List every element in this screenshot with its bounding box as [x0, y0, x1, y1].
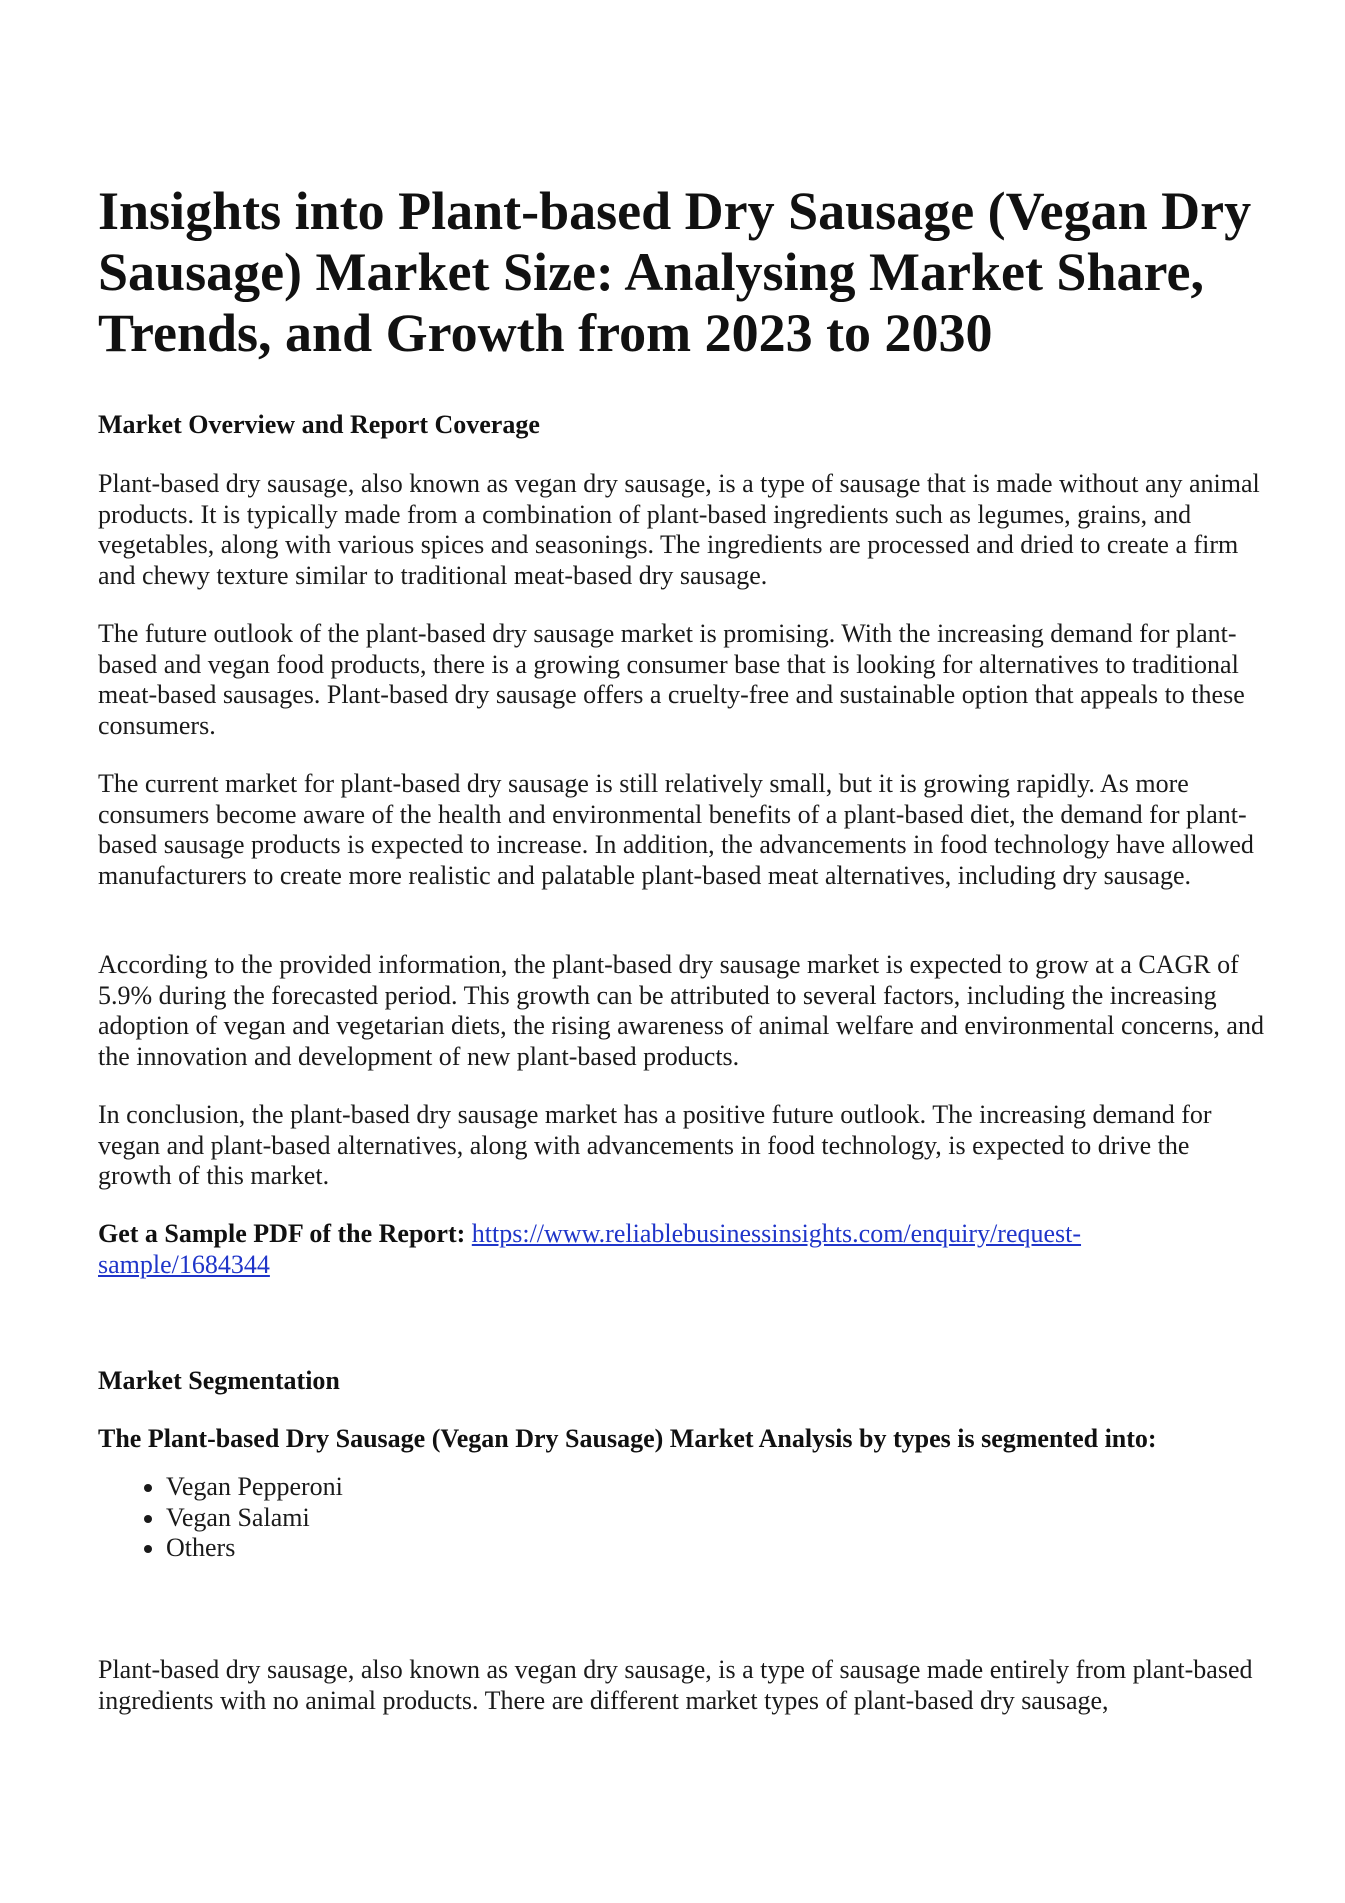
- overview-heading: Market Overview and Report Coverage: [98, 410, 540, 439]
- page-title: Insights into Plant-based Dry Sausage (Vegan Dry Sausage) Market Size: Analysing Market Share, Trends, and Growth from 2023 to 2030: [98, 181, 1252, 363]
- types-list: [98, 1472, 343, 1564]
- overview-paragraph-5: In conclusion, the plant-based dry sausage market has a positive future outlook. The increasing demand for vegan and plant-based alternatives, along with advancements in food technology, is expected to drive the growth of this market.: [98, 1100, 1212, 1190]
- list-item: • Vegan Salami: [166, 1503, 343, 1534]
- overview-paragraph-4: According to the provided information, the plant-based dry sausage market is expected to grow at a CAGR of 5.9% during the forecasted period. This growth can be attributed to several factors, including the increasing adoption of vegan and vegetarian diets, the rising awareness of animal welfare and environmental concerns, and the innovation and development of new plant-based products.: [98, 950, 1264, 1071]
- overview-paragraph-2: The future outlook of the plant-based dry sausage market is promising. With the increasing demand for plant-based and vegan food products, there is a growing consumer base that is looking for alternatives to traditional meat-based sausages. Plant-based dry sausage offers a cruelty-free and sustainable option that appeals to these consumers.: [98, 619, 1245, 740]
- sample-pdf-link[interactable]: https://www.reliablebusinessinsights.com/enquiry/request-sample/1684344: [98, 1219, 1082, 1279]
- sample-pdf-line: [98, 1219, 1178, 1280]
- types-description-paragraph: Plant-based dry sausage, also known as vegan dry sausage, is a type of sausage made entirely from plant-based ingredients with no animal products. There are different market types of plant-based dry sausage,: [98, 1655, 1253, 1715]
- overview-paragraph-3: The current market for plant-based dry sausage is still relatively small, but it is growing rapidly. As more consumers become aware of the health and environmental benefits of a plant-based diet, the demand for plant-based sausage products is expected to increase. In addition, the advancements in food technology have allowed manufacturers to create more realistic and palatable plant-based meat alternatives, including dry sausage.: [98, 769, 1254, 890]
- sample-pdf-label: Get a Sample PDF of the Report:: [98, 1219, 466, 1248]
- segmentation-heading: Market Segmentation: [98, 1366, 340, 1395]
- types-heading: The Plant-based Dry Sausage (Vegan Dry Sausage) Market Analysis by types is segmented into:: [98, 1424, 1157, 1453]
- list-item: • Others: [166, 1533, 343, 1564]
- overview-paragraph-1: Plant-based dry sausage, also known as vegan dry sausage, is a type of sausage that is made without any animal products. It is typically made from a combination of plant-based ingredients such as legumes, grains, and vegetables, along with various spices and seasonings. The ingredients are processed and dried to create a firm and chewy texture similar to traditional meat-based dry sausage.: [98, 469, 1260, 590]
- list-item: • Vegan Pepperoni: [166, 1472, 343, 1503]
